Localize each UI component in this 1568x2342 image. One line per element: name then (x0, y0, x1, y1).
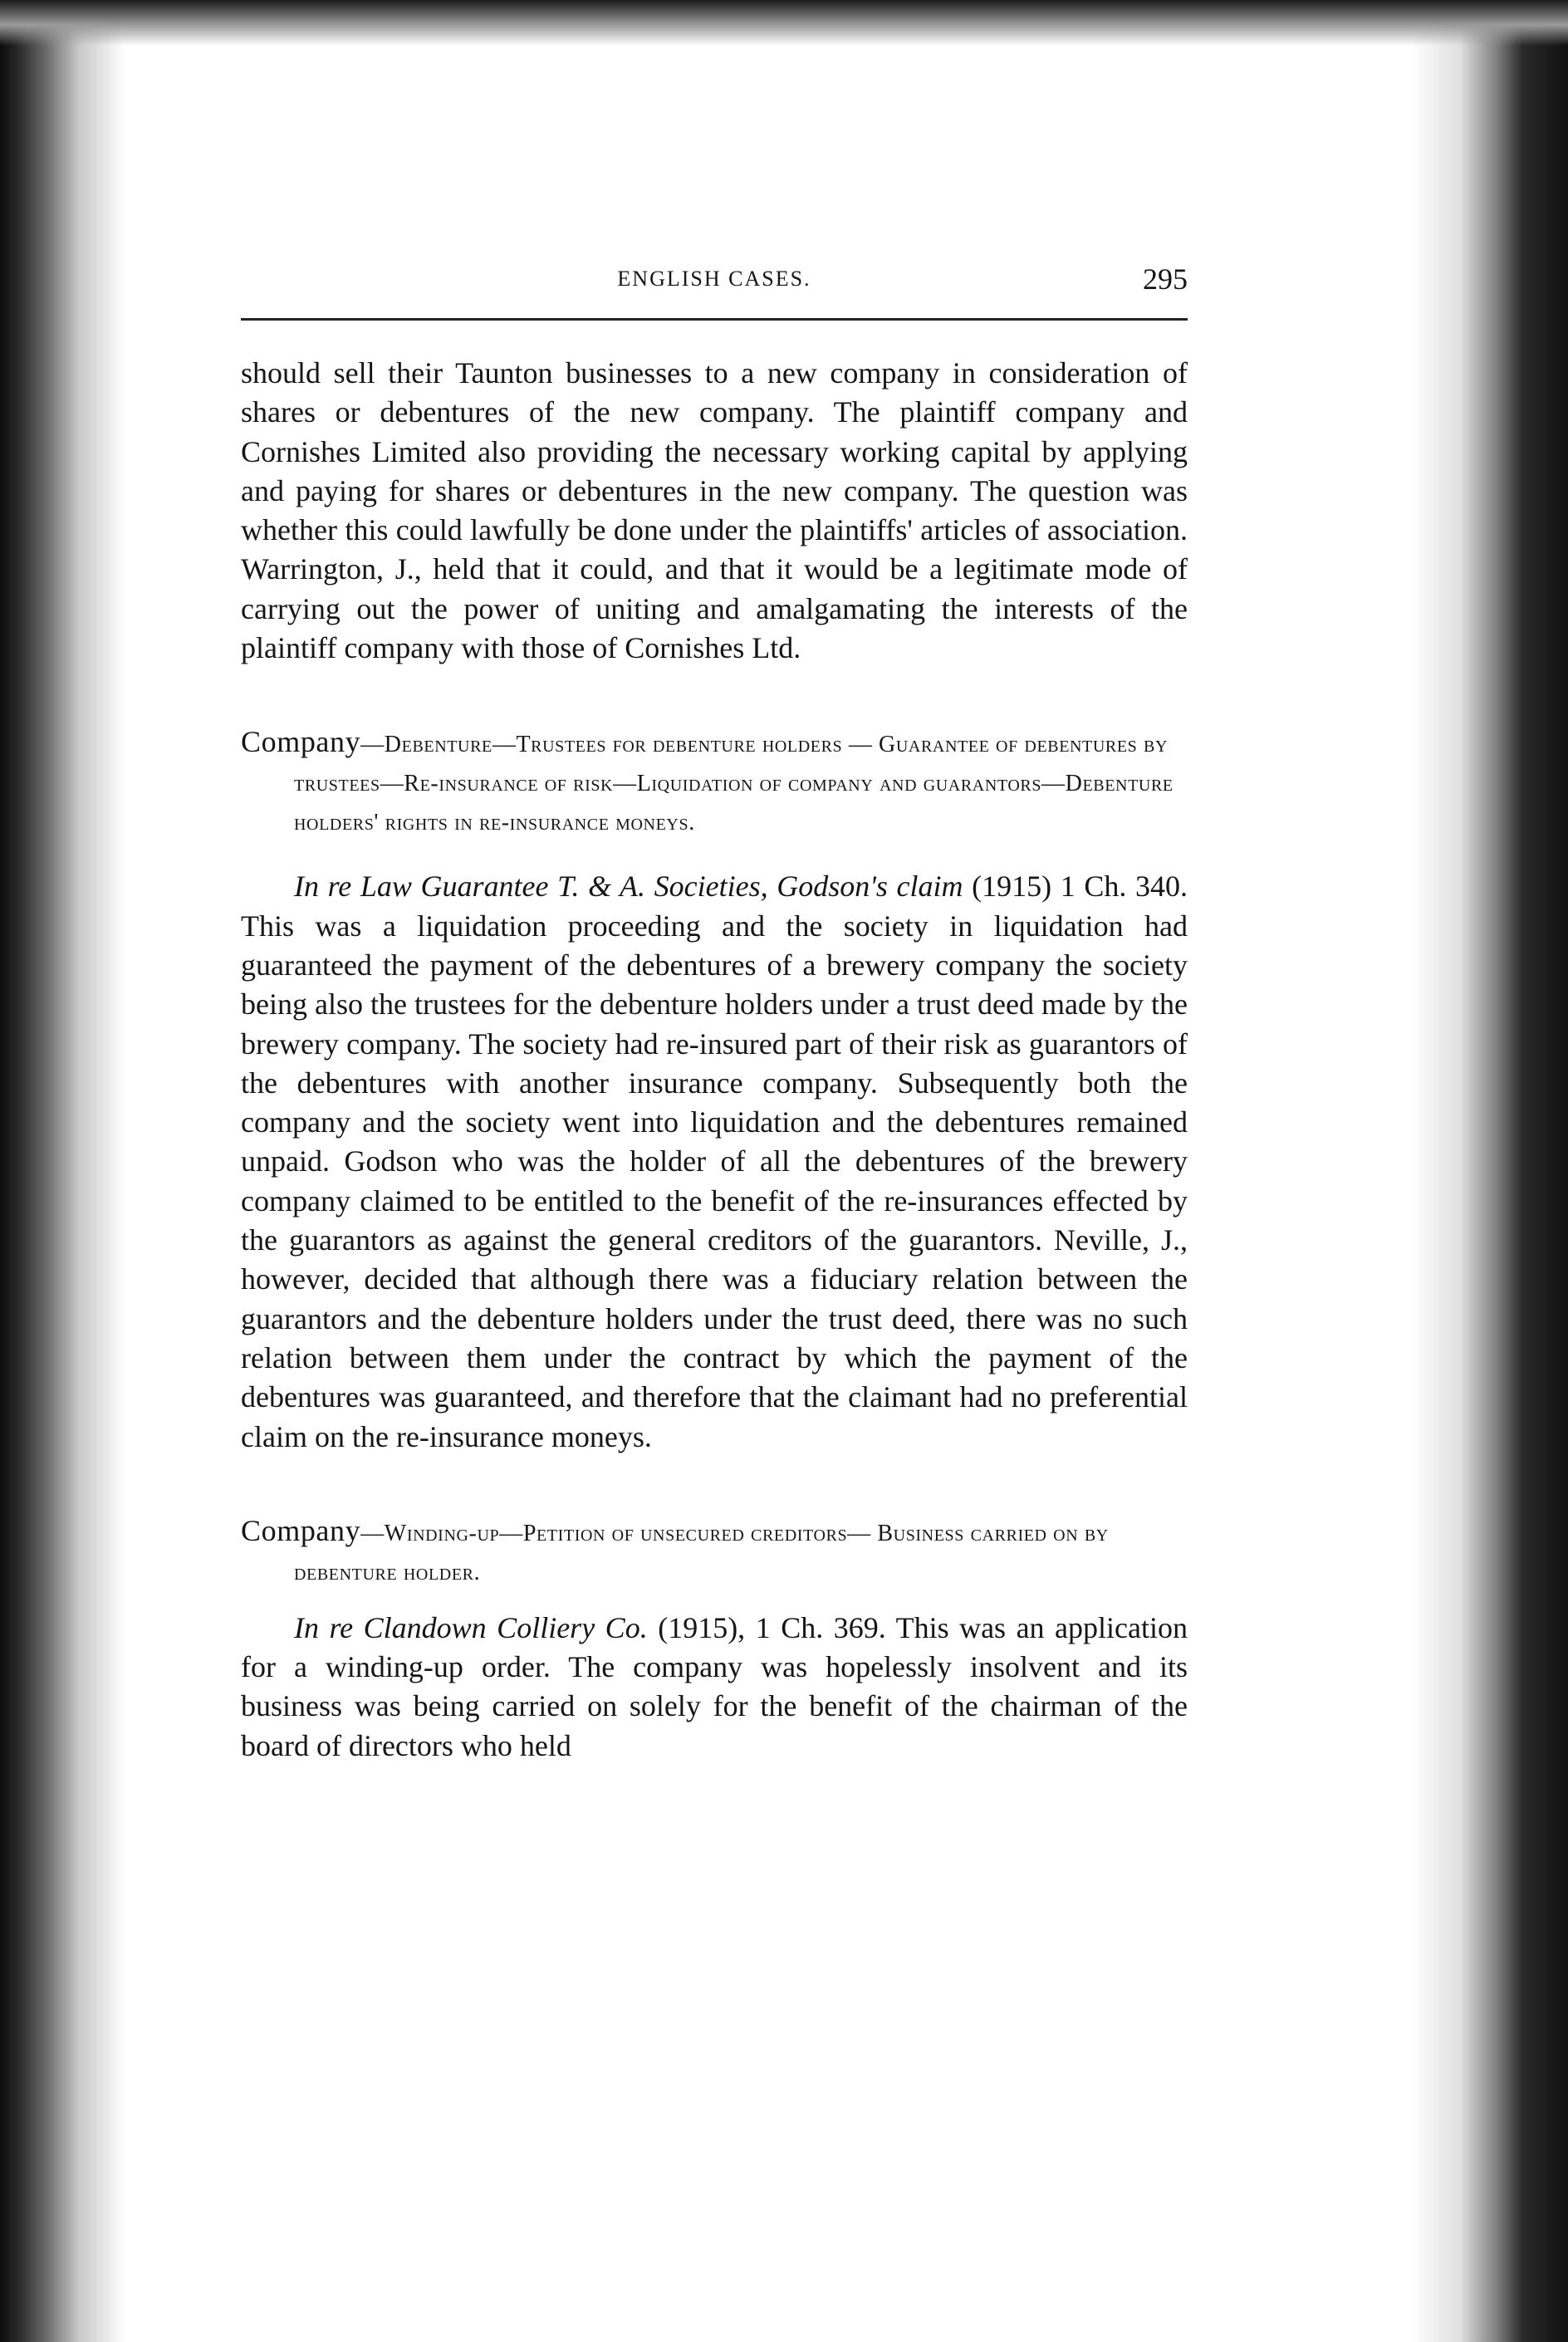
headnote-lead: Company (241, 725, 361, 759)
case-text: (1915), 1 Ch. 369. This was an application for a winding-up order. The company was hopelessly insolvent and its business was being carried on solely for the benefit of the chairman of the board of directors who held (241, 1610, 1188, 1762)
scan-shadow-top (0, 0, 1568, 46)
case-paragraph-2 (241, 1609, 1188, 1766)
running-head (241, 262, 1188, 303)
case-headnote-1 (241, 723, 1188, 842)
headnote-rest: —Winding-up—Petition of unsecured creditors— Business carried on by debenture holder. (294, 1520, 1109, 1585)
case-text: (1915) 1 Ch. 340. This was a liquidation proceeding and the society in liquidation had guaranteed the payment of the debentures of a brewery company the society being also the trustees for the debenture holders under a trust deed made by the brewery company. The society had re-insured part of their risk as guarantors of the debentures with another insurance company. Subsequently both the company and the society went into liquidation and the debentures remained unpaid. Godson who was the holder of all the debentures of the brewery company claimed to be entitled to the benefit of the re-insurances effected by the guarantors as against the general creditors of the guarantors. Neville, J., however, decided that although there was a fiduciary relation between the guarantors and the debenture holders under the trust deed, there was no such relation between them under the contract by which the payment of the debentures was guaranteed, and therefore that the claimant had no preferential claim on the re-insurance moneys. (241, 870, 1188, 1453)
scan-shadow-right (1410, 0, 1568, 2342)
paragraph-continued: should sell their Taunton businesses to a new company in consideration of shares or debentures of the new company. The plaintiff company and Cornishes Limited also providing the necessary working capital by applying and paying for shares or debentures in the new company. The question was whether this could lawfully be done under the plaintiffs' articles of association. Warrington, J., held that it could, and that it would be a legitimate mode of carrying out the power of uniting and amalgamating the interests of the plaintiff company with those of Cornishes Ltd. (241, 356, 1188, 665)
case-headnote-2 (241, 1512, 1188, 1592)
case-title: In re Clandown Colliery Co. (294, 1610, 648, 1644)
headnote-lead: Company (241, 1513, 361, 1547)
scan-shadow-left (0, 0, 125, 2342)
book-page (241, 262, 1188, 1766)
page-number: 295 (1143, 262, 1188, 296)
headnote-rest: —Debenture—Trustees for debenture holders — Guarantee of debentures by trustees—Re-insurance of risk—Liquidation of company and guarantors—Debenture holders' rights in re-insurance moneys. (294, 732, 1174, 836)
running-title: ENGLISH CASES. (617, 267, 811, 291)
case-paragraph-1 (241, 867, 1188, 1456)
case-title: In re Law Guarantee T. & A. Societies, Godson's claim (294, 870, 963, 904)
header-rule (241, 318, 1188, 321)
